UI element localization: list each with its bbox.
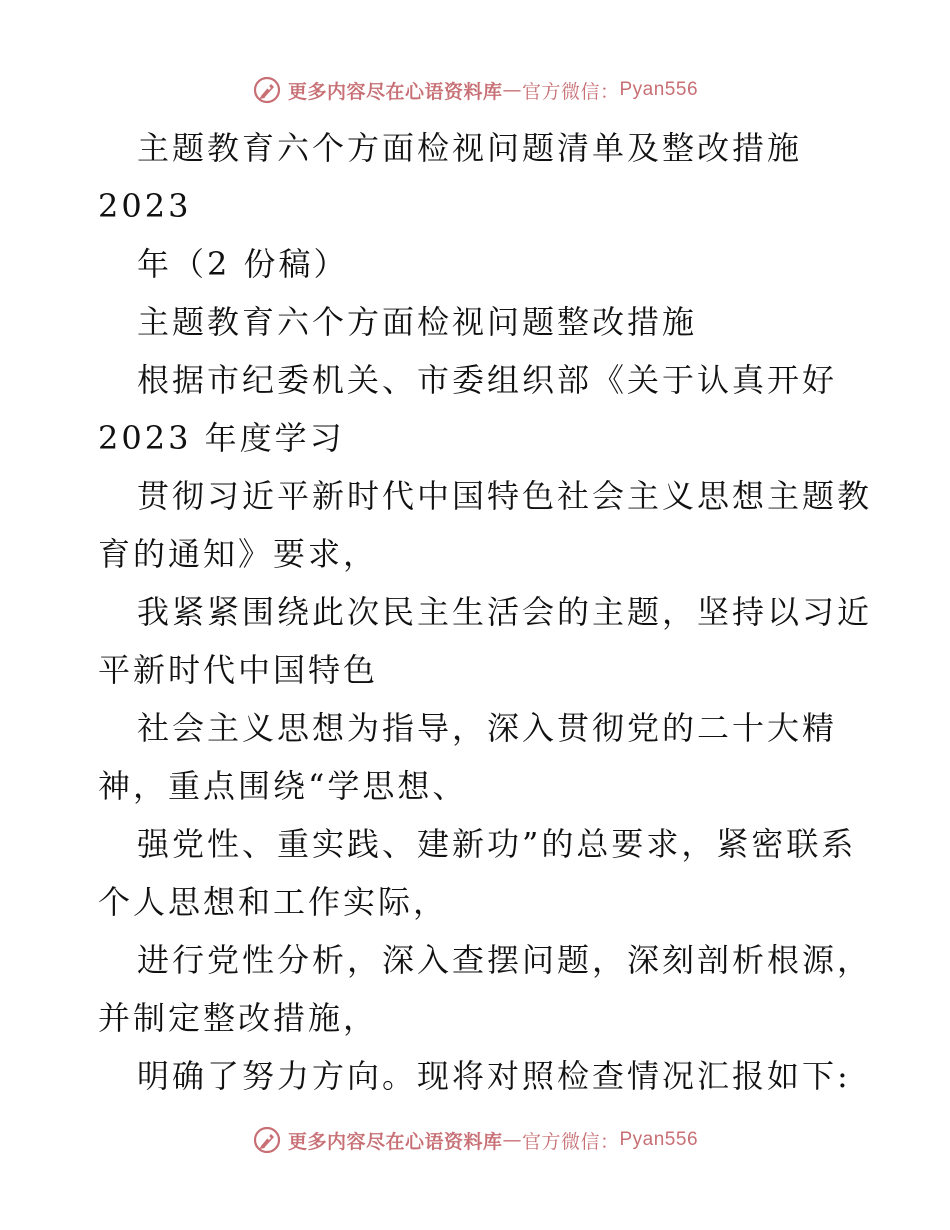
- document-line: 平新时代中国特色: [98, 651, 379, 689]
- document-line: 社会主义思想为指导，深入贯彻党的二十大精: [137, 709, 838, 747]
- document-line: 年（2 份稿）: [137, 245, 349, 283]
- document-line: 神，重点围绕“学思想、: [98, 767, 468, 805]
- document-title: 主题教育六个方面检视问题清单及整改措施: [137, 129, 803, 167]
- watermark-wechat-label: 官方微信：: [521, 80, 620, 103]
- pen-nib-logo-icon: [252, 75, 282, 105]
- document-line: 个人思想和工作实际，: [98, 883, 449, 921]
- document-line: 我紧紧围绕此次民主生活会的主题，坚持以习近: [137, 593, 873, 631]
- document-subtitle: 主题教育六个方面检视问题整改措施: [137, 303, 698, 341]
- watermark-separator: —: [502, 79, 522, 101]
- document-line: 进行党性分析，深入查摆问题，深刻剖析根源，: [137, 941, 873, 979]
- document-line: 明确了努力方向。现将对照检查情况汇报如下:: [137, 1057, 851, 1095]
- watermark-wechat-label: 官方微信：: [521, 1130, 620, 1153]
- watermark-main-text: 更多内容尽在心语资料库: [287, 1130, 503, 1153]
- document-line: 根据市纪委机关、市委组织部《关于认真开好: [137, 361, 838, 399]
- document-line: 强党性、重实践、建新功”的总要求，紧密联系: [137, 825, 857, 863]
- pen-nib-logo-icon: [252, 1125, 282, 1155]
- watermark-separator: —: [502, 1129, 522, 1151]
- document-line: 贯彻习近平新时代中国特色社会主义思想主题教: [137, 477, 873, 515]
- document-line: 并制定整改措施，: [98, 999, 379, 1037]
- footer-watermark: [0, 1120, 950, 1160]
- watermark-wechat-id: Pyan556: [619, 79, 699, 100]
- document-line: 2023 年度学习: [98, 419, 345, 457]
- header-watermark: [0, 70, 950, 110]
- document-line: 育的通知》要求，: [98, 535, 379, 573]
- document-line: 2023: [98, 187, 192, 225]
- watermark-wechat-id: Pyan556: [619, 1129, 699, 1150]
- watermark-main-text: 更多内容尽在心语资料库: [287, 80, 503, 103]
